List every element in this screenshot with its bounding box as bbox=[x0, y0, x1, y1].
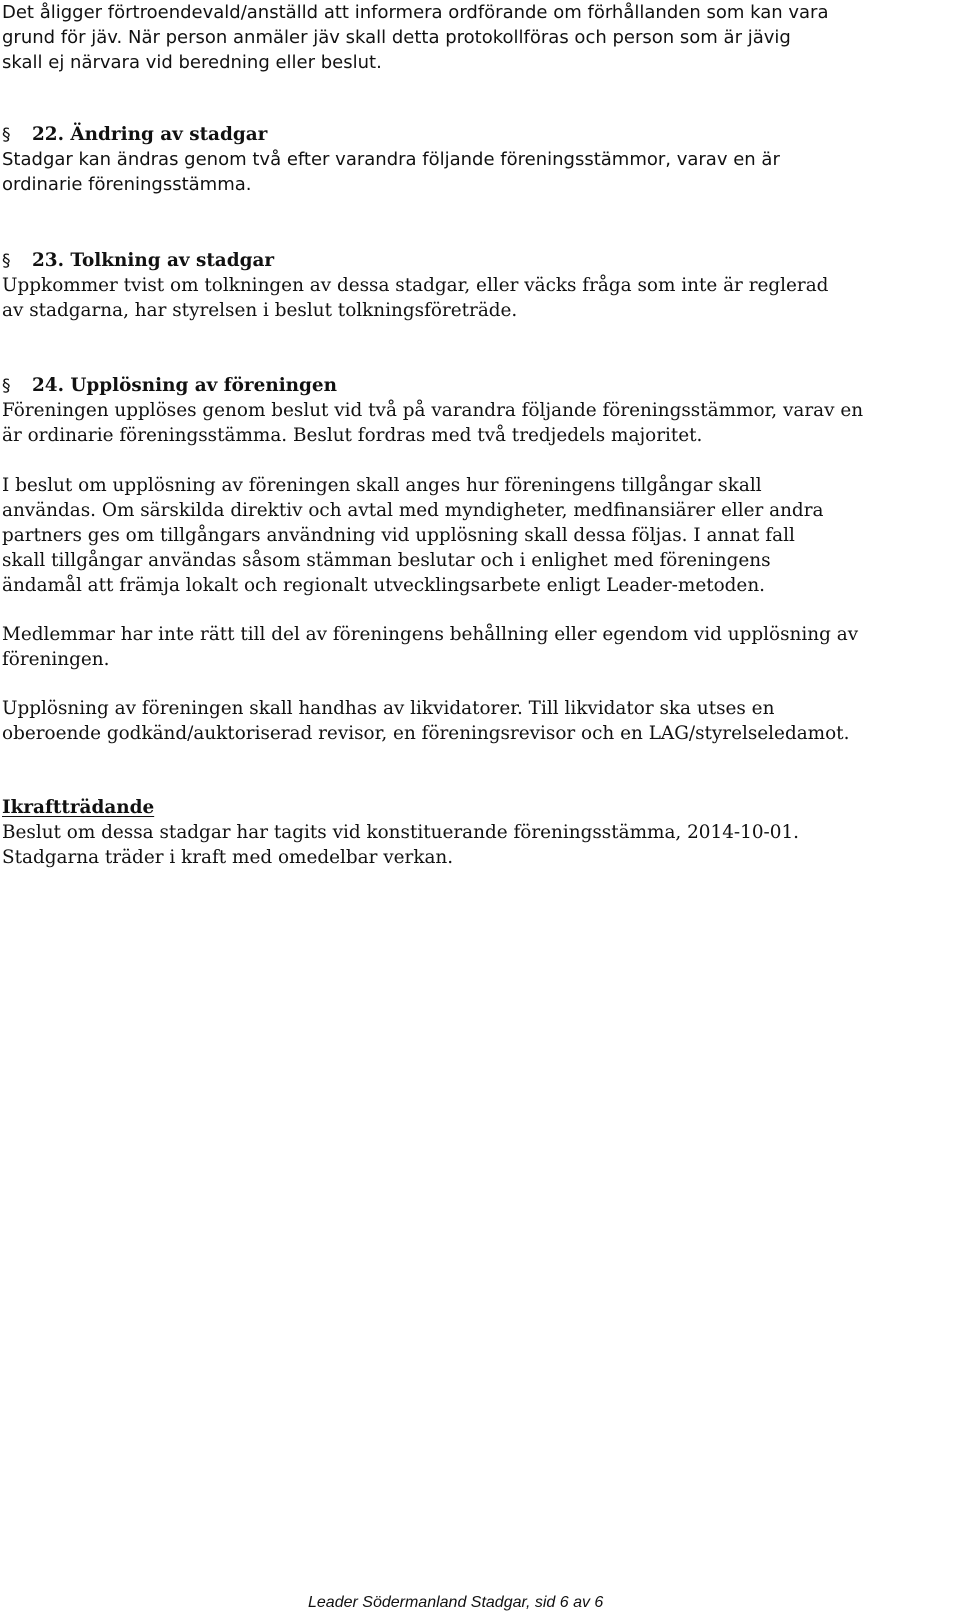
section-23-heading bbox=[2, 248, 274, 274]
text-line: Beslut om dessa stadgar har tagits vid konstituerande föreningsstämma, 2014-10-01. bbox=[2, 822, 799, 843]
section-24-body bbox=[2, 398, 952, 448]
ikrafttradande-body bbox=[2, 820, 952, 870]
text-line: är ordinarie föreningsstämma. Beslut fordras med två tredjedels majoritet. bbox=[2, 425, 703, 446]
heading-text: 23. Tolkning av stadgar bbox=[32, 250, 275, 271]
text-line: av stadgarna, har styrelsen i beslut tolkningsföreträde. bbox=[2, 300, 518, 321]
section-24-heading bbox=[2, 373, 337, 399]
heading-text: 24. Upplösning av föreningen bbox=[32, 375, 337, 396]
text-line: Uppkommer tvist om tolkningen av dessa stadgar, eller väcks fråga som inte är reglerad bbox=[2, 275, 829, 296]
text-line: användas. Om särskilda direktiv och avtal med myndigheter, medfinansiärer eller andra bbox=[2, 500, 824, 521]
text-line: ordinarie föreningsstämma. bbox=[2, 174, 252, 195]
heading-text: 22. Ändring av stadgar bbox=[32, 124, 268, 145]
text-line: föreningen. bbox=[2, 649, 110, 670]
section-24-paragraph-assets bbox=[2, 473, 952, 598]
ikrafttradande-heading bbox=[2, 795, 154, 820]
section-23-body bbox=[2, 273, 952, 323]
text-line: Stadgarna träder i kraft med omedelbar verkan. bbox=[2, 847, 454, 868]
section-sign: § bbox=[2, 376, 11, 396]
text-line: Upplösning av föreningen skall handhas av likvidatorer. Till likvidator ska utses en bbox=[2, 698, 775, 719]
section-22-body bbox=[2, 147, 952, 197]
text-line: grund för jäv. När person anmäler jäv skall detta protokollföras och person som är jävig bbox=[2, 27, 791, 48]
text-line: Stadgar kan ändras genom två efter varandra följande föreningsstämmor, varav en är bbox=[2, 149, 780, 170]
section-sign: § bbox=[2, 251, 11, 271]
text-line: partners ges om tillgångars användning vid upplösning skall dessa följas. I annat fall bbox=[2, 525, 795, 546]
text-line: Föreningen upplöses genom beslut vid två på varandra följande föreningsstämmor, varav en bbox=[2, 400, 864, 421]
section-24-paragraph-liquidators bbox=[2, 696, 952, 746]
heading-text: Ikraftträdande bbox=[2, 797, 155, 818]
text-line: skall ej närvara vid beredning eller beslut. bbox=[2, 52, 382, 73]
text-line: ändamål att främja lokalt och regionalt utvecklingsarbete enligt Leader-metoden. bbox=[2, 575, 766, 596]
section-sign: § bbox=[2, 125, 11, 145]
section-24-paragraph-members bbox=[2, 622, 952, 672]
section-22-heading bbox=[2, 122, 267, 148]
text-line: Medlemmar har inte rätt till del av föreningens behållning eller egendom vid upplösning av bbox=[2, 624, 859, 645]
intro-paragraph bbox=[2, 0, 952, 75]
text-line: oberoende godkänd/auktoriserad revisor, en föreningsrevisor och en LAG/styrelseledamot. bbox=[2, 723, 850, 744]
text-line: Det åligger förtroendevald/anställd att informera ordförande om förhållanden som kan vara bbox=[2, 2, 829, 23]
page-footer: Leader Södermanland Stadgar, sid 6 av 6 bbox=[308, 1594, 604, 1611]
text-line: I beslut om upplösning av föreningen skall anges hur föreningens tillgångar skall bbox=[2, 475, 762, 496]
text-line: skall tillgångar användas såsom stämman beslutar och i enlighet med föreningens bbox=[2, 550, 771, 571]
